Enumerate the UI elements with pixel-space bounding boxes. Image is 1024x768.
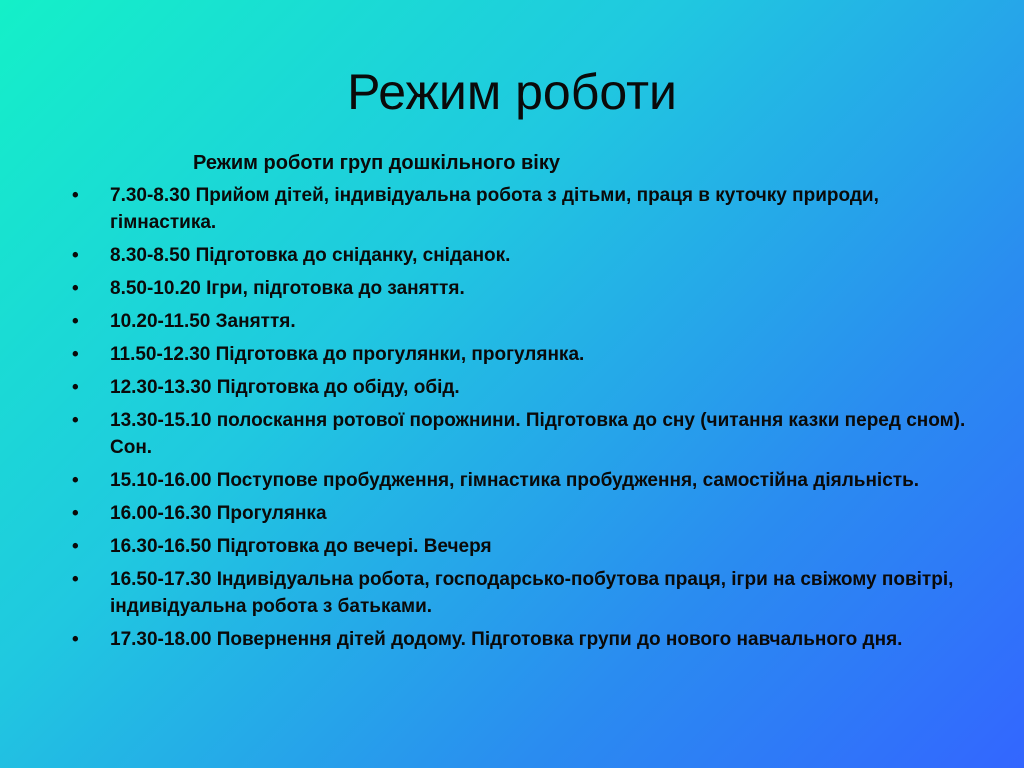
list-item	[72, 182, 972, 236]
list-item-text: 17.30-18.00 Повернення дітей додому. Підготовка групи до нового навчального дня.	[110, 629, 903, 650]
bullet-icon: •	[72, 536, 79, 557]
list-item	[72, 467, 972, 494]
bullet-icon: •	[72, 629, 79, 650]
list-item-text: 16.50-17.30 Індивідуальна робота, господарсько-побутова праця, ігри на свіжому повітрі, індивідуальна робота з батьками.	[110, 569, 954, 617]
list-item-text: 16.30-16.50 Підготовка до вечері. Вечеря	[110, 536, 492, 557]
bullet-icon: •	[72, 503, 79, 524]
list-item	[72, 500, 972, 527]
list-item-text: 8.50-10.20 Ігри, підготовка до заняття.	[110, 278, 465, 299]
list-item-text: 11.50-12.30 Підготовка до прогулянки, прогулянка.	[110, 344, 585, 365]
list-item	[72, 407, 972, 461]
list-item	[72, 533, 972, 560]
list-item-text: 13.30-15.10 полоскання ротової порожнини. Підготовка до сну (читання казки перед сном). Сон.	[110, 410, 966, 458]
list-item	[72, 566, 972, 620]
list-item	[72, 341, 972, 368]
bullet-icon: •	[72, 344, 79, 365]
list-item-text: 15.10-16.00 Поступове пробудження, гімнастика пробудження, самостійна діяльність.	[110, 470, 920, 491]
list-item-text: 10.20-11.50 Заняття.	[110, 311, 296, 332]
list-item	[72, 308, 972, 335]
list-item-text: 7.30-8.30 Прийом дітей, індивідуальна робота з дітьми, праця в куточку природи, гімнастика.	[110, 185, 879, 233]
slide-title: Режим роботи	[347, 64, 677, 120]
bullet-icon: •	[72, 278, 79, 299]
list-item	[72, 242, 972, 269]
list-item	[72, 275, 972, 302]
slide-subtitle: Режим роботи груп дошкільного віку	[193, 152, 560, 174]
bullet-icon: •	[72, 569, 79, 590]
list-item-text: 16.00-16.30 Прогулянка	[110, 503, 327, 524]
list-item-text: 12.30-13.30 Підготовка до обіду, обід.	[110, 377, 460, 398]
list-item	[72, 374, 972, 401]
bullet-icon: •	[72, 245, 79, 266]
bullet-icon: •	[72, 410, 79, 431]
bullet-icon: •	[72, 470, 79, 491]
bullet-icon: •	[72, 311, 79, 332]
list-item	[72, 626, 972, 653]
list-item-text: 8.30-8.50 Підготовка до сніданку, сніданок.	[110, 245, 511, 266]
bullet-icon: •	[72, 185, 79, 206]
schedule-list	[72, 182, 972, 659]
bullet-icon: •	[72, 377, 79, 398]
